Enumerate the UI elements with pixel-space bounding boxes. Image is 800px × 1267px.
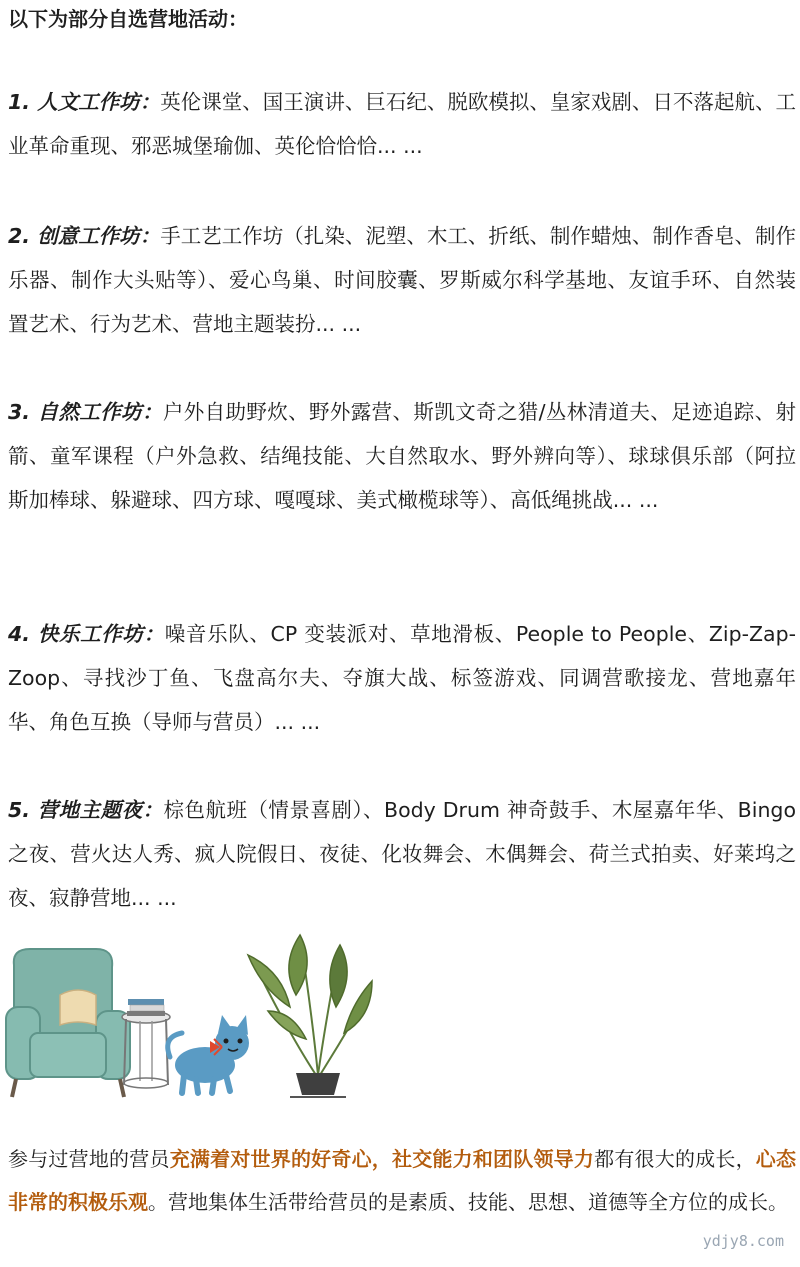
section-fun-workshop xyxy=(8,612,796,744)
section-text: 英伦课堂、国王演讲、巨石纪、脱欧模拟、皇家戏剧、日不落起航、工业革命重现、邪恶城堡瑜伽、英伦恰恰恰... ... xyxy=(8,90,796,158)
closing-highlight-curiosity: 充满着对世界的好奇心，社交能力和团队领导力 xyxy=(169,1147,595,1171)
section-camp-theme-night xyxy=(8,788,796,920)
section-creative-workshop xyxy=(8,214,796,346)
section-nature-workshop xyxy=(8,390,796,522)
closing-text: 。营地集体生活带给营员的是素质、技能、思想、道德等全方位的成长。 xyxy=(148,1190,788,1214)
intro-heading: 以下为部分自选营地活动： xyxy=(8,7,248,31)
section-text: 棕色航班（情景喜剧）、Body Drum 神奇鼓手、木屋嘉年华、Bingo 之夜、营火达人秀、疯人院假日、夜徒、化妆舞会、木偶舞会、荷兰式拍卖、好莱坞之夜、寂静营地... ... xyxy=(8,798,796,910)
section-title: 2. 创意工作坊： xyxy=(8,224,161,248)
closing-text: 参与过营地的营员 xyxy=(8,1147,170,1171)
closing-paragraph xyxy=(8,1138,796,1224)
section-text: 户外自助野炊、野外露营、斯凯文奇之猎/丛林清道夫、足迹追踪、射箭、童军课程（户外急救、结绳技能、大自然取水、野外辨向等）、球球俱乐部（阿拉斯加棒球、躲避球、四方球、嘎嘎球、美式橄榄球等）、高低绳挑战... ... xyxy=(8,400,796,512)
section-title: 4. 快乐工作坊： xyxy=(8,622,165,646)
section-text: 噪音乐队、CP 变装派对、草地滑板、People to People、Zip-Zap-Zoop、寻找沙丁鱼、飞盘高尔夫、夺旗大战、标签游戏、同调营歌接龙、营地嘉年华、角色互换（导师与营员）... ... xyxy=(8,622,796,734)
armchair-icon xyxy=(6,949,130,1097)
section-title: 5. 营地主题夜： xyxy=(8,798,164,822)
section-title: 3. 自然工作坊： xyxy=(8,400,163,424)
potted-plant-icon xyxy=(248,935,372,1097)
cat-icon xyxy=(168,1015,249,1093)
section-humanities-workshop xyxy=(8,80,796,168)
section-title: 1. 人文工作坊： xyxy=(8,90,161,114)
closing-text: 都有很大的成长， xyxy=(594,1147,756,1171)
section-text: 手工艺工作坊（扎染、泥塑、木工、折纸、制作蜡烛、制作香皂、制作乐器、制作大头贴等）、爱心鸟巢、时间胶囊、罗斯威尔科学基地、友谊手环、自然装置艺术、行为艺术、营地主题装扮... ... xyxy=(8,224,796,336)
armchair-cat-plant-illustration xyxy=(0,915,800,1125)
watermark: ydjy8.com xyxy=(702,1232,784,1250)
closing-highlight-positive: 心态非常的积极乐观 xyxy=(8,1147,797,1214)
